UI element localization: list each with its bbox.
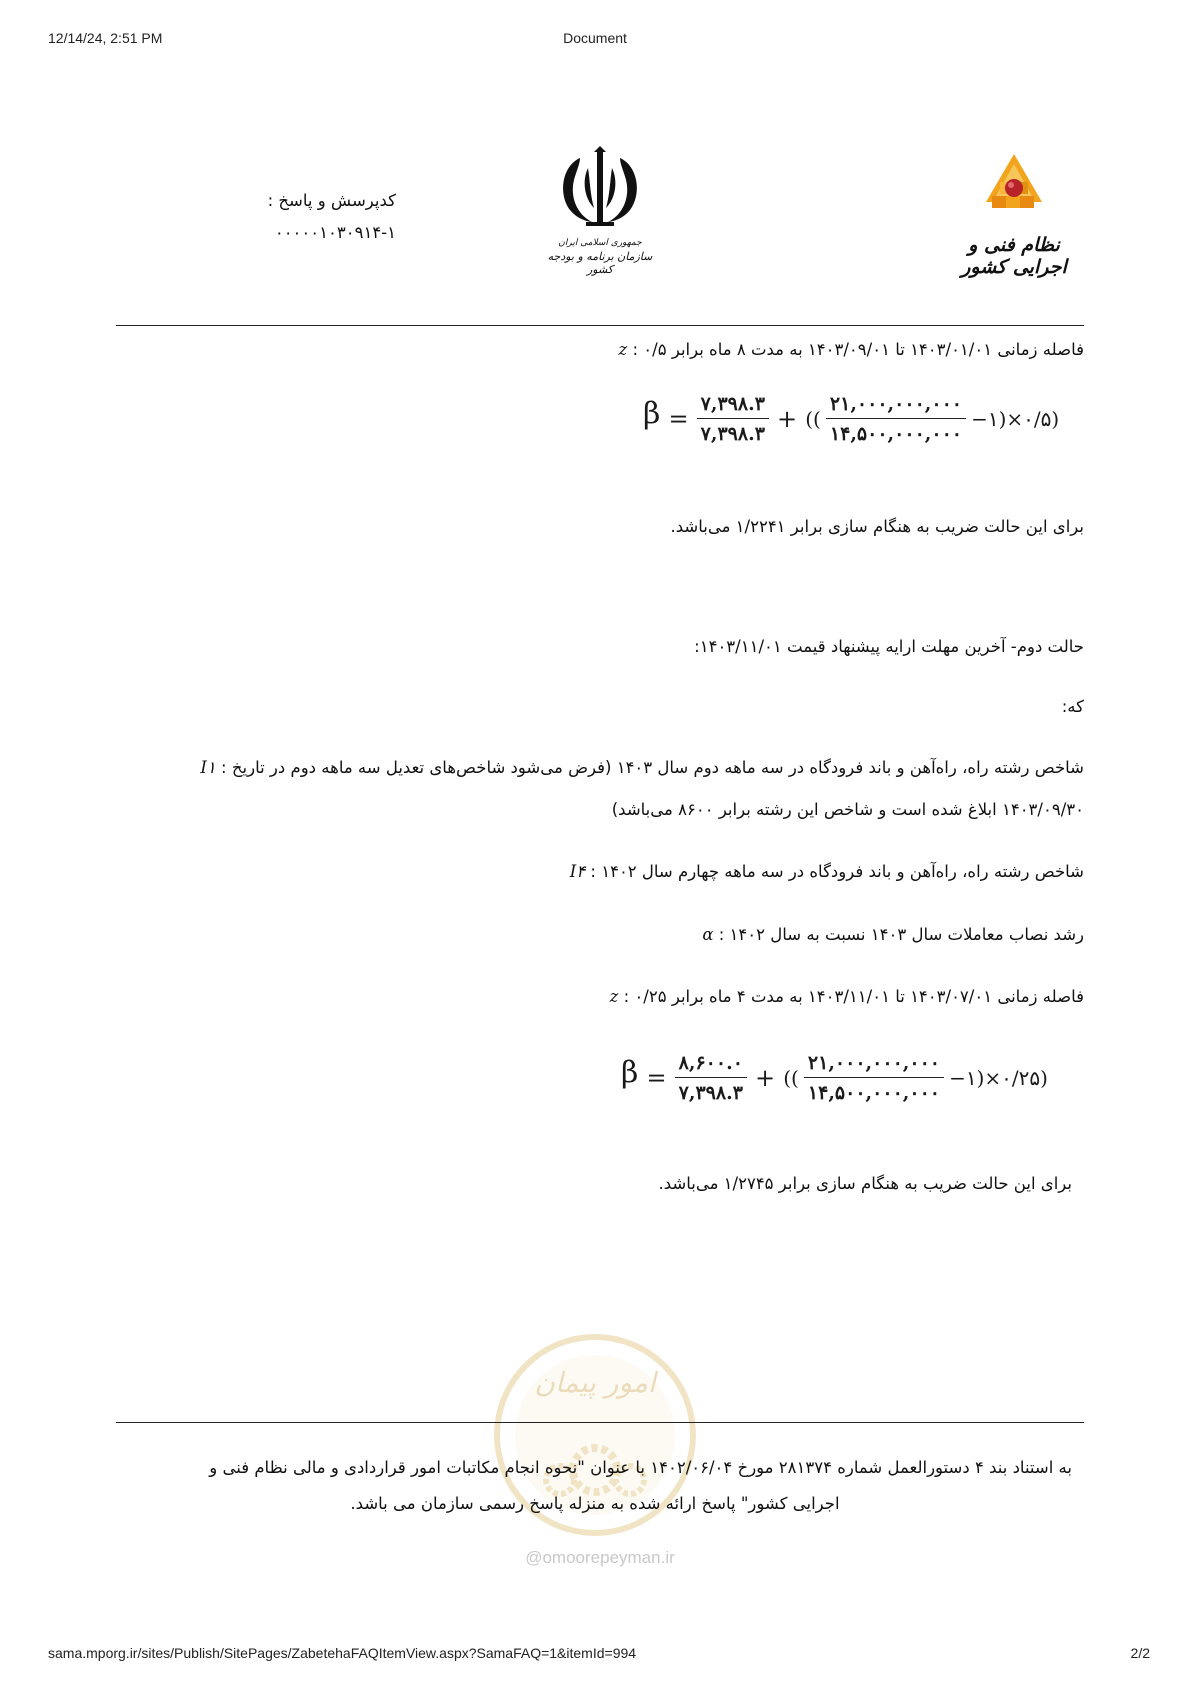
- i1-definition: [114, 758, 1084, 777]
- code-label: کدپرسش و پاسخ :: [267, 191, 396, 210]
- header-divider: [116, 325, 1084, 326]
- code-value: ۰۰۰۰۰۱۰۳۰۹۱۴-۱: [274, 223, 396, 242]
- formula-fraction-threshold: [826, 393, 966, 445]
- formula-tail: −۱)×۰/۲۵): [949, 1066, 1048, 1090]
- iran-emblem-logo: [540, 146, 660, 286]
- print-title: Document: [563, 30, 627, 46]
- emblem-caption-2: سازمان برنامه و بودجه کشور: [547, 250, 653, 276]
- watermark-site: @omoorepeyman.ir: [525, 1548, 675, 1567]
- formula-beta: β: [621, 1055, 639, 1091]
- z-definition-text: : فاصله زمانی ۱۴۰۳/۰۷/۰۱ تا ۱۴۰۳/۱۱/۰۱ به مدت ۴ ماه برابر ۰/۲۵: [623, 987, 1084, 1006]
- formula-fraction-index: [697, 393, 769, 445]
- result-1: برای این حالت ضریب به هنگام سازی برابر ۱/۲۲۴۱ می‌باشد.: [670, 517, 1084, 536]
- print-timestamp: 12/14/24, 2:51 PM: [48, 30, 163, 46]
- i1-variable: I۱: [200, 758, 216, 777]
- z-definition-1: [619, 340, 1084, 359]
- beta-formula-2: [621, 1052, 1048, 1104]
- formula-open-paren: ((: [783, 1066, 799, 1090]
- print-url: sama.mporg.ir/sites/Publish/SitePages/ZabetehaFAQItemView.aspx?SamaFAQ=1&itemId=994: [48, 1645, 637, 1661]
- formula-numerator: ۷,۳۹۸.۳: [697, 393, 769, 419]
- formula-plus: +: [777, 405, 798, 433]
- footer-note-line-2: اجرایی کشور" پاسخ ارائه شده به منزله پاسخ رسمی سازمان می باشد.: [350, 1494, 840, 1513]
- result-2: برای این حالت ضریب به هنگام سازی برابر ۱/۲۷۴۵ می‌باشد.: [658, 1174, 1072, 1193]
- emblem-caption-1: جمهوری اسلامی ایران: [558, 238, 642, 248]
- i4-definition: [570, 862, 1084, 881]
- z-variable: z: [609, 987, 619, 1006]
- beta-formula-1: [643, 393, 1059, 445]
- formula-beta: β: [643, 396, 661, 432]
- formula-fraction-threshold: [804, 1052, 944, 1104]
- watermark-logo-text: امور پیمان: [534, 1366, 656, 1399]
- case-2-heading: حالت دوم- آخرین مهلت ارایه پیشنهاد قیمت ۱۴۰۳/۱۱/۰۱:: [694, 637, 1084, 656]
- i4-variable: I۴: [569, 862, 586, 881]
- print-page-number: 2/2: [1130, 1645, 1150, 1661]
- formula-equals: =: [668, 405, 689, 433]
- z-definition-2: [610, 987, 1084, 1006]
- formula-numerator: ۲۱,۰۰۰,۰۰۰,۰۰۰: [826, 393, 966, 419]
- formula-open-paren: ((: [805, 407, 821, 431]
- alpha-variable: α: [702, 925, 714, 944]
- nezam-fanni-logo: [944, 152, 1084, 282]
- i1-definition-line-1: : شاخص رشته راه، راه‌آهن و باند فرودگاه در سه ماهه دوم سال ۱۴۰۳ (فرض می‌شود شاخص‌های تعدیل سه ماهه دوم در تاریخ: [221, 758, 1084, 777]
- i1-definition-line-2: ۱۴۰۳/۰۹/۳۰ ابلاغ شده است و شاخص این رشته برابر ۸۶۰۰ می‌باشد): [611, 800, 1084, 819]
- formula-denominator: ۱۴,۵۰۰,۰۰۰,۰۰۰: [829, 423, 963, 445]
- formula-denominator: ۱۴,۵۰۰,۰۰۰,۰۰۰: [807, 1082, 941, 1104]
- nezam-fanni-caption: نظام فنی و اجرایی کشور: [961, 234, 1067, 278]
- footer-divider: [116, 1422, 1084, 1423]
- formula-denominator: ۷,۳۹۸.۳: [700, 423, 765, 445]
- footer-note-line-1: به استناد بند ۴ دستورالعمل شماره ۲۸۱۳۷۴ مورخ ۱۴۰۲/۰۶/۰۴ با عنوان "نحوه انجام مکاتبات امور قراردادی و مالی نظام فنی و: [209, 1458, 1072, 1477]
- formula-numerator: ۸,۶۰۰.۰: [675, 1052, 747, 1078]
- z-variable: z: [618, 340, 628, 359]
- alpha-definition-text: : رشد نصاب معاملات سال ۱۴۰۳ نسبت به سال ۱۴۰۲: [718, 925, 1084, 944]
- alpha-definition: [702, 925, 1084, 944]
- formula-plus: +: [755, 1064, 776, 1092]
- formula-equals: =: [646, 1064, 667, 1092]
- z-definition-text: : فاصله زمانی ۱۴۰۳/۰۱/۰۱ تا ۱۴۰۳/۰۹/۰۱ به مدت ۸ ماه برابر ۰/۵: [632, 340, 1084, 359]
- i4-definition-text: : شاخص رشته راه، راه‌آهن و باند فرودگاه در سه ماهه چهارم سال ۱۴۰۲: [590, 862, 1084, 881]
- formula-tail: −۱)×۰/۵): [971, 407, 1060, 431]
- formula-denominator: ۷,۳۹۸.۳: [678, 1082, 743, 1104]
- formula-fraction-index: [675, 1052, 747, 1104]
- where-label: که:: [1061, 697, 1084, 716]
- formula-numerator: ۲۱,۰۰۰,۰۰۰,۰۰۰: [804, 1052, 944, 1078]
